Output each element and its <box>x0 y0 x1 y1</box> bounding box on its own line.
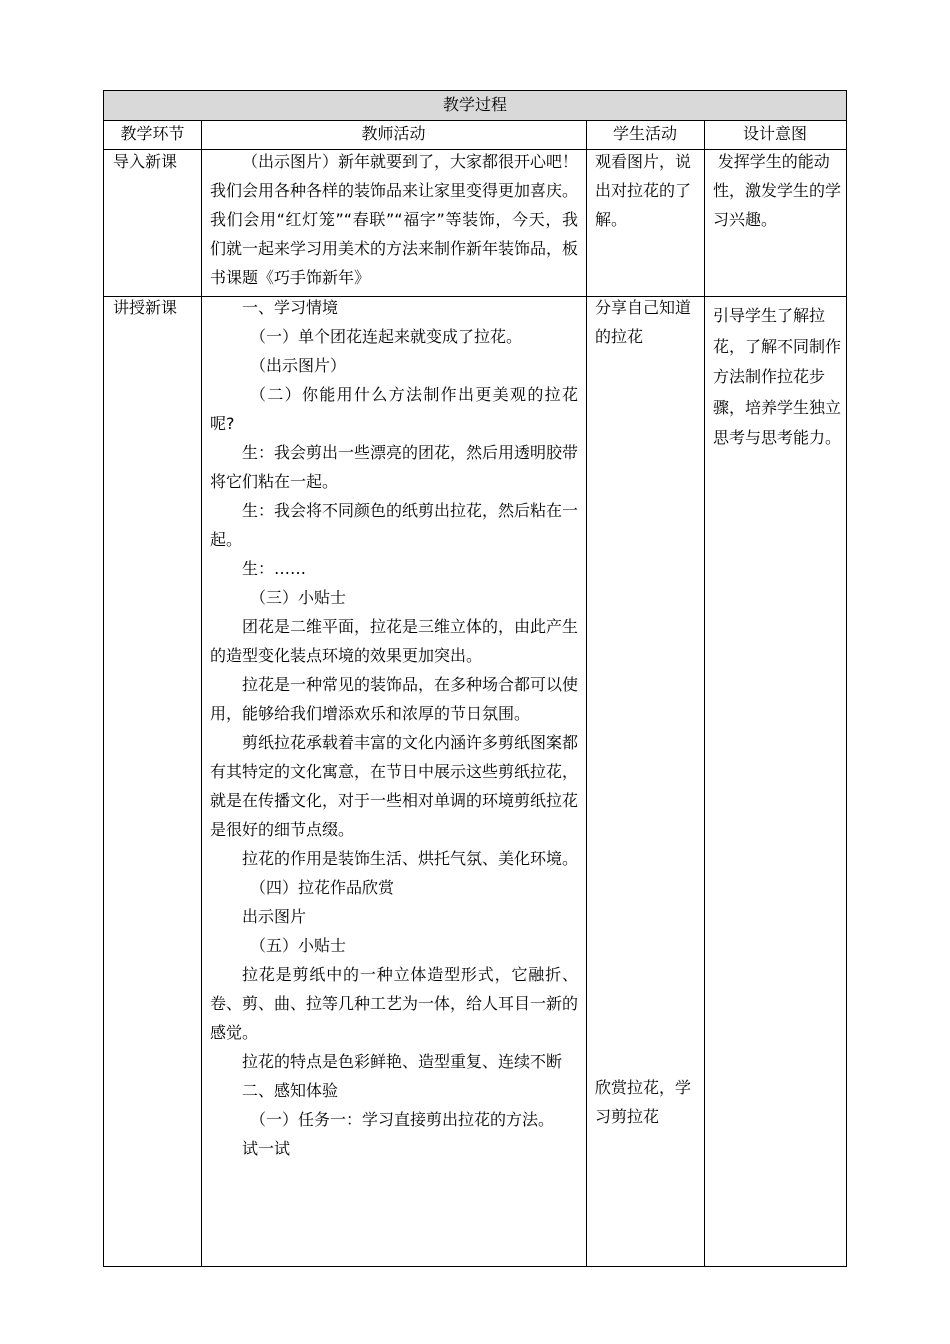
row1-teacher <box>210 147 578 292</box>
row2-teacher <box>210 293 578 1163</box>
teacher-line: （三）小贴士 <box>250 588 347 607</box>
teacher-line: （二）你能用什么方法制作出更美观的拉花呢? <box>210 385 578 433</box>
lesson-process-table <box>103 90 847 1267</box>
header-design: 设计意图 <box>742 124 807 143</box>
row2-section: 讲授新课 <box>113 298 178 317</box>
teacher-line: （出示图片） <box>250 356 347 375</box>
row1-section: 导入新课 <box>113 152 178 171</box>
header-teacher: 教师活动 <box>361 124 426 143</box>
teacher-line: 拉花的作用是装饰生活、烘托气氛、美化环境。 <box>242 849 579 868</box>
teacher-line: （一）任务一：学习直接剪出拉花的方法。 <box>250 1110 555 1129</box>
row1-design: 发挥学生的能动性，激发学生的学习兴趣。 <box>713 152 842 229</box>
row2-student-2: 欣赏拉花，学习剪拉花 <box>595 1078 692 1126</box>
row1-teacher-para: （出示图片）新年就要到了，大家都很开心吧！我们会用各种各样的装饰品来让家里变得更加喜庆。我们会用“红灯笼”“春联”“福字”等装饰，今天，我们就一起来学习用美术的方法来制作新年装饰品，板书课题《巧手饰新年》 <box>210 152 579 287</box>
col-divider-2 <box>586 120 587 1266</box>
teacher-line: 拉花是一种常见的装饰品，在多种场合都可以使用，能够给我们增添欢乐和浓厚的节日氛围。 <box>210 675 579 723</box>
teacher-line: 团花是二维平面，拉花是三维立体的，由此产生的造型变化装点环境的效果更加突出。 <box>210 617 579 665</box>
teacher-line: 生：…… <box>242 559 307 578</box>
header-student: 学生活动 <box>612 124 677 143</box>
teacher-line: 拉花的特点是色彩鲜艳、造型重复、连续不断 <box>242 1052 563 1071</box>
teacher-line: 试一试 <box>242 1139 291 1158</box>
teacher-line: （五）小贴士 <box>250 936 347 955</box>
row2-student-1: 分享自己知道的拉花 <box>595 298 692 346</box>
teacher-line: 剪纸拉花承载着丰富的文化内涵许多剪纸图案都有其特定的文化寓意，在节日中展示这些剪纸拉花，就是在传播文化，对于一些相对单调的环境剪纸拉花是很好的细节点缀。 <box>210 733 579 839</box>
teacher-line: 出示图片 <box>242 907 307 926</box>
teacher-line: （一）单个团花连起来就变成了拉花。 <box>250 327 523 346</box>
row2-design: 引导学生了解拉花，了解不同制作方法制作拉花步骤，培养学生独立思考与思考能力。 <box>713 306 842 447</box>
teacher-line: 一、学习情境 <box>242 298 339 317</box>
teacher-line: （四）拉花作品欣赏 <box>250 878 395 897</box>
col-divider-1 <box>201 120 202 1266</box>
teacher-line: 拉花是剪纸中的一种立体造型形式，它融折、卷、剪、曲、拉等几种工艺为一体，给人耳目一新的感觉。 <box>210 965 579 1042</box>
col-divider-3 <box>704 120 705 1266</box>
teacher-line: 生：我会剪出一些漂亮的团花，然后用透明胶带将它们粘在一起。 <box>210 443 579 491</box>
teacher-line: 生：我会将不同颜色的纸剪出拉花，然后粘在一起。 <box>210 501 579 549</box>
teacher-line: 二、感知体验 <box>242 1081 339 1100</box>
header-section: 教学环节 <box>120 124 185 143</box>
table-title: 教学过程 <box>442 95 507 114</box>
row1-student: 观看图片，说出对拉花的了解。 <box>595 152 692 229</box>
